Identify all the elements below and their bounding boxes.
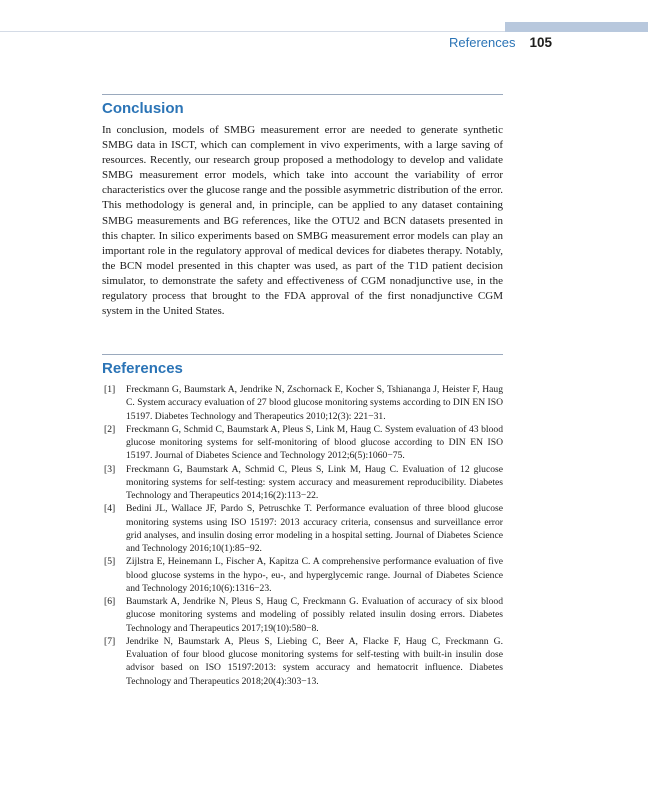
reference-number: [5] bbox=[104, 556, 116, 568]
header-tab bbox=[505, 22, 648, 32]
reference-item bbox=[102, 463, 503, 503]
references-section bbox=[102, 354, 503, 688]
section-heading: References bbox=[102, 360, 183, 377]
section-heading: Conclusion bbox=[102, 100, 184, 117]
conclusion-paragraph: In conclusion, models of SMBG measurement error are needed to generate synthetic SMBG data in ISCT, which can complement in vivo experiments, with a large saving of resources. Recently, our research group proposed a methodology to develop and validate SMBG measurement error models, which take into account the variability of error characteristics over the glucose range and the possible asymmetric distribution of the error. This methodology is general and, in principle, can be applied to any dataset containing SMBG measurements and BG references, like the OTU2 and BCN datasets presented in this chapter. In silico experiments based on SMBG measurement error models can play an important role in the regulatory approval of medical devices for diabetes therapy. Notably, the BCN model presented in this chapter was used, as part of the T1D patient decision simulator, to demonstrate the safety and effectiveness of CGM nonadjunctive use, in the regulatory process that brought to the FDA approval of the first nonadjunctive CGM system in the United States. bbox=[102, 124, 503, 318]
reference-text: Baumstark A, Jendrike N, Pleus S, Haug C, Freckmann G. Evaluation of accuracy of six blood glucose monitoring systems and modeling of possibly related insulin dosing errors. Diabetes Technology and Therapeutics 2017;19(10):580−8. bbox=[126, 596, 503, 634]
reference-item bbox=[102, 383, 503, 423]
reference-number: [3] bbox=[104, 463, 116, 475]
reference-text: Zijlstra E, Heinemann L, Fischer A, Kapitza C. A comprehensive performance evaluation of five blood glucose systems in the hypo-, eu-, and hyperglycemic range. Journal of Diabetes Science and Technology 2016;10(6):1316−23. bbox=[126, 556, 503, 594]
reference-item bbox=[102, 502, 503, 555]
section-rule bbox=[102, 354, 503, 355]
running-head bbox=[380, 34, 552, 52]
reference-text: Freckmann G, Schmid C, Baumstark A, Pleus S, Link M, Haug C. System evaluation of 43 blood glucose monitoring systems for self-monitoring of blood glucose according to DIN EN ISO 15197. Journal of Diabetes Science and Technology 2012;6(5):1060−75. bbox=[126, 423, 503, 462]
reference-item bbox=[102, 635, 503, 688]
reference-item bbox=[102, 595, 503, 635]
reference-item bbox=[102, 555, 503, 595]
reference-number: [1] bbox=[104, 384, 116, 395]
page-number: 105 bbox=[529, 35, 552, 50]
reference-text: Jendrike N, Baumstark A, Pleus S, Liebing C, Beer A, Flacke F, Haug C, Freckmann G. Evaluation of four blood glucose monitoring systems for self-testing with built-in insulin dose advisor based on ISO 15197:2013: system accuracy and hematocrit influence. Diabetes Technology and Therapeutics 2018;20(4):303−13. bbox=[126, 635, 503, 687]
reference-text: Freckmann G, Baumstark A, Jendrike N, Zschornack E, Kocher S, Tshiananga J, Heister F, Haug C. System accuracy evaluation of 27 blood glucose monitoring systems according to DIN EN ISO 15197. Diabetes Technology and Therapeutics 2010;12(3): 221−31. bbox=[126, 384, 504, 422]
reference-number: [4] bbox=[104, 503, 116, 515]
reference-text: Freckmann G, Baumstark A, Schmid C, Pleus S, Link M, Haug C. Evaluation of 12 glucose monitoring systems for self-testing: system accuracy and measurement reproducibility. Diabetes Technology and Therapeutics 2014;16(2):113−22. bbox=[126, 463, 503, 501]
reference-list bbox=[102, 383, 503, 688]
reference-item bbox=[102, 423, 503, 463]
conclusion-section bbox=[102, 94, 503, 319]
reference-text: Bedini JL, Wallace JF, Pardo S, Petruschke T. Performance evaluation of three blood glucose monitoring systems using ISO 15197: 2013 accuracy criteria, consensus and surveillance error grid analyses, and insulin dosing error modeling in a hospital setting. Journal of Diabetes Science and Technology 2016;10(1):85−92. bbox=[126, 503, 503, 554]
reference-number: [7] bbox=[104, 635, 116, 647]
reference-number: [2] bbox=[104, 423, 116, 435]
section-rule bbox=[102, 94, 503, 95]
reference-number: [6] bbox=[104, 596, 116, 607]
running-head-section: References bbox=[448, 35, 516, 50]
